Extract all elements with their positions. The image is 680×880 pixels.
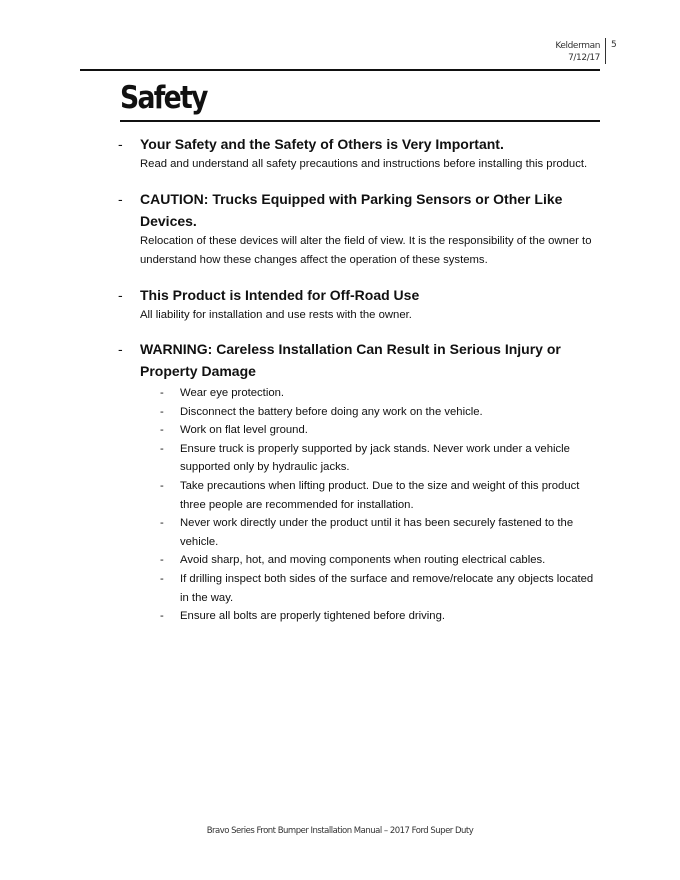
safety-section-warning (118, 338, 604, 626)
section-body: All liability for installation and use rests with the owner. (140, 308, 412, 321)
safety-section-off-road (118, 284, 604, 326)
item-text: If drilling inspect both sides of the surface and remove/relocate any objects located in the way. (180, 572, 594, 604)
item-dash: - (160, 572, 164, 585)
list-item (160, 514, 594, 551)
header-author: Kelderman (555, 41, 600, 51)
list-item (160, 607, 594, 626)
item-text: Avoid sharp, hot, and moving components when routing electrical cables. (180, 554, 546, 567)
safety-section-caution (118, 188, 604, 271)
list-item (160, 440, 594, 477)
section-body: Read and understand all safety precautions and instructions before installing this product. (140, 158, 588, 170)
item-text: Wear eye protection. (180, 387, 285, 399)
section-dash: - (118, 190, 123, 207)
list-item (160, 421, 594, 440)
page-footer: Bravo Series Front Bumper Installation Manual – 2017 Ford Super Duty (206, 826, 474, 836)
item-text: Ensure truck is properly supported by jack stands. Never work under a vehicle supported only by hydraulic jacks. (180, 442, 570, 474)
section-heading: WARNING: Careless Installation Can Result in Serious Injury or Property Damage (140, 341, 561, 379)
item-dash: - (160, 610, 164, 623)
header-date: 7/12/17 (568, 53, 600, 63)
section-heading: This Product is Intended for Off-Road Use (140, 286, 420, 303)
item-text: Disconnect the battery before doing any work on the vehicle. (180, 405, 483, 418)
section-heading: CAUTION: Trucks Equipped with Parking Sensors or Other Like Devices. (140, 190, 563, 229)
section-dash: - (118, 341, 123, 357)
item-text: Work on flat level ground. (180, 424, 308, 437)
page-title: Safety (120, 80, 207, 116)
list-item (160, 551, 594, 570)
item-dash: - (160, 405, 164, 418)
item-dash: - (160, 479, 164, 492)
warning-list (140, 384, 604, 626)
section-dash: - (118, 286, 123, 303)
list-item (160, 570, 594, 607)
section-heading: Your Safety and the Safety of Others is Very Important. (140, 136, 504, 152)
header-meta (555, 40, 600, 64)
safety-content (118, 133, 604, 626)
list-item (160, 403, 594, 422)
page-number: 5 (611, 40, 617, 50)
header-rule (80, 69, 600, 71)
section-body: Relocation of these devices will alter the field of view. It is the responsibility of the owner to understand how these changes affect the operation of these systems. (140, 234, 592, 266)
item-dash: - (160, 517, 164, 530)
item-dash: - (160, 387, 164, 399)
item-text: Take precautions when lifting product. Due to the size and weight of this product three people are recommended for installation. (180, 479, 580, 511)
item-dash: - (160, 442, 164, 455)
item-dash: - (160, 424, 164, 437)
title-underline (120, 120, 600, 122)
list-item (160, 384, 594, 403)
item-dash: - (160, 554, 164, 567)
item-text: Never work directly under the product until it has been securely fastened to the vehicle. (180, 517, 574, 548)
section-dash: - (118, 136, 123, 152)
item-text: Ensure all bolts are properly tightened before driving. (180, 610, 446, 623)
list-item (160, 477, 594, 514)
safety-section-importance (118, 133, 604, 175)
header-divider (605, 38, 606, 64)
